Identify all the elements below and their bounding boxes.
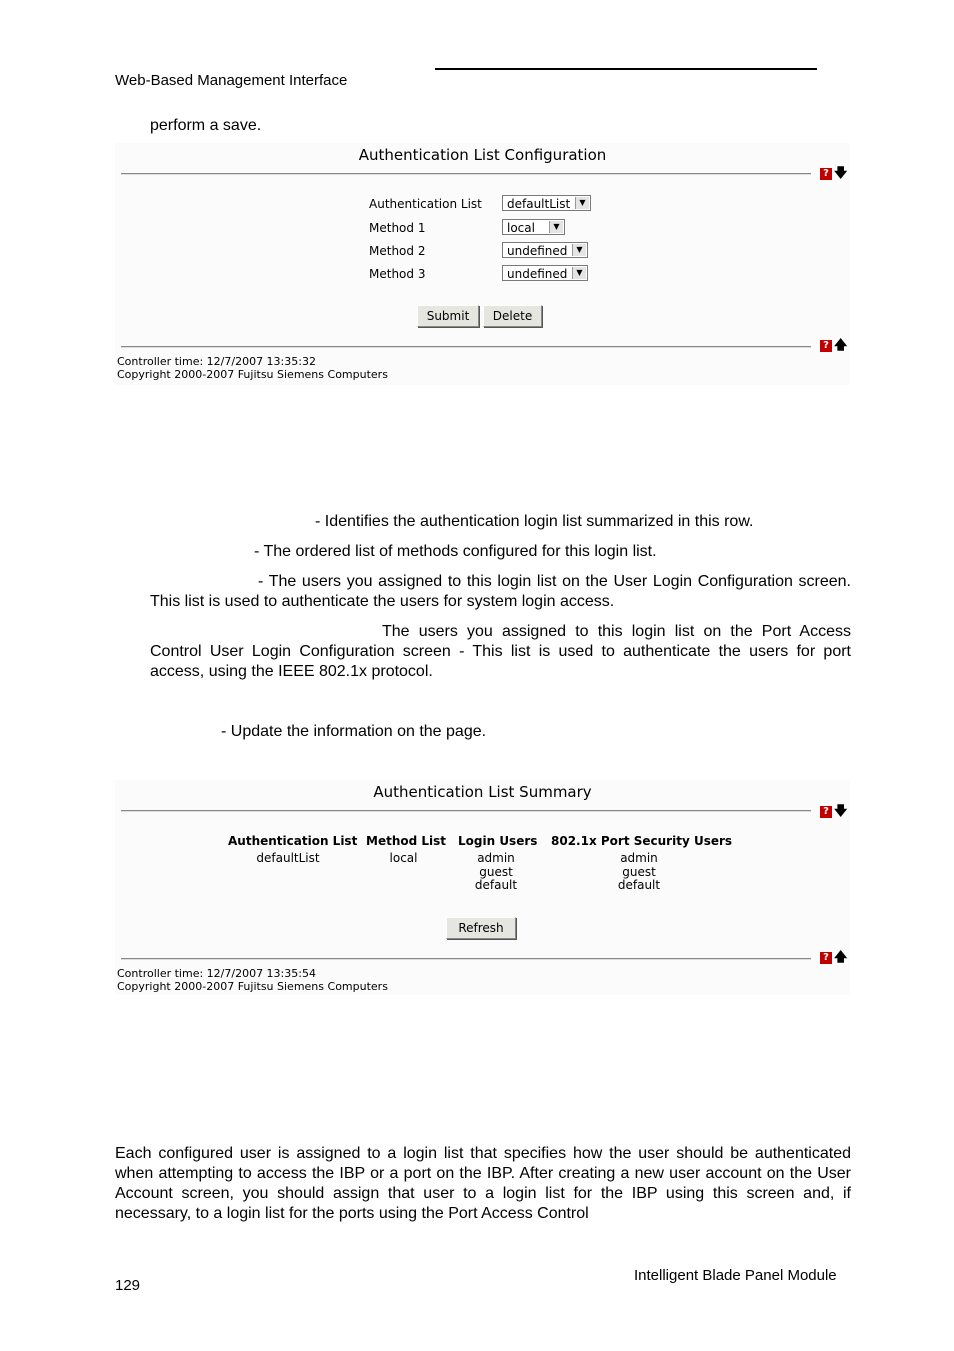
product-name: Intelligent Blade Panel Module — [634, 1267, 837, 1284]
help-icon[interactable]: ? — [820, 952, 832, 964]
summary-screen-title: Authentication List Summary — [373, 783, 592, 801]
arrow-up-icon[interactable]: 🡅 — [834, 338, 848, 353]
chevron-down-icon: ▼ — [549, 221, 563, 233]
method-3-select[interactable] — [502, 265, 588, 281]
summary-screen — [115, 780, 850, 995]
login-user: guest — [479, 864, 513, 879]
help-icon[interactable]: ? — [820, 168, 832, 180]
desc-method-list: - The ordered list of methods configured for this login list. — [254, 543, 657, 560]
chevron-down-icon: ▼ — [572, 244, 586, 256]
running-header: Web-Based Management Interface — [115, 72, 348, 89]
arrow-down-icon[interactable]: 🡇 — [834, 166, 848, 181]
desc-auth-list: - Identifies the authentication login list summarized in this row. — [315, 513, 754, 530]
method-3-label: Method 3 — [369, 267, 426, 281]
desc-login-users: - The users you assigned to this login list on the User Login Configuration screen. This list is used to authenticate the users for system login access. — [150, 573, 851, 610]
help-icon[interactable]: ? — [820, 340, 832, 352]
chevron-down-icon: ▼ — [575, 197, 589, 209]
auth-list-label: Authentication List — [369, 197, 482, 211]
help-icon[interactable]: ? — [820, 806, 832, 818]
desc-port-users: The users you assigned to this login list on the Port Access Control User Login Configuration screen - This list is used to authenticate the users for port access, using the IEEE 802.1x protocol. — [150, 623, 851, 680]
copyright: Copyright 2000-2007 Fujitsu Siemens Computers — [117, 368, 388, 381]
controller-time: Controller time: 12/7/2007 13:35:54 — [117, 967, 316, 980]
col-auth-list: Authentication List — [228, 834, 358, 848]
login-user: admin — [477, 851, 515, 865]
body-paragraph: Each configured user is assigned to a login list that specifies how the user should be authenticated when attempting to access the IBP or a port on the IBP. After creating a new user account on the User Account screen, you should assign that user to a login list for the IBP using this screen and, if necessary, to a login list for the ports using the Port Access Control — [115, 1145, 851, 1222]
cell-port-users — [551, 852, 727, 893]
arrow-down-icon[interactable]: 🡇 — [834, 804, 848, 819]
summary-bottom-rule — [121, 958, 811, 960]
login-user: default — [474, 878, 518, 892]
method-3-value: undefined — [507, 267, 568, 281]
method-1-label: Method 1 — [369, 221, 426, 235]
arrow-up-icon[interactable]: 🡅 — [834, 950, 848, 965]
cell-method-list: local — [389, 851, 418, 865]
desc-refresh: - Update the information on the page. — [221, 723, 487, 740]
method-1-select[interactable] — [502, 219, 565, 235]
method-1-value: local — [507, 221, 535, 235]
method-2-select[interactable] — [502, 242, 588, 258]
method-2-value: undefined — [507, 244, 568, 258]
delete-button[interactable]: Delete — [483, 305, 542, 327]
copyright: Copyright 2000-2007 Fujitsu Siemens Computers — [117, 980, 388, 993]
port-user: default — [617, 878, 661, 892]
col-method-list: Method List — [366, 834, 447, 848]
port-user: admin — [620, 851, 658, 865]
chevron-down-icon: ▼ — [572, 267, 586, 279]
cell-auth-list: defaultList — [256, 851, 320, 865]
summary-top-rule — [121, 810, 811, 812]
config-screen — [115, 143, 850, 385]
intro-text: perform a save. — [150, 117, 262, 134]
refresh-button[interactable]: Refresh — [446, 917, 516, 939]
page-number: 129 — [115, 1277, 141, 1294]
cell-login-users — [458, 852, 534, 893]
header-rule — [435, 68, 817, 70]
auth-list-select[interactable] — [502, 195, 591, 211]
method-2-label: Method 2 — [369, 244, 426, 258]
submit-button[interactable]: Submit — [417, 305, 479, 327]
config-bottom-rule — [121, 346, 811, 348]
auth-list-value: defaultList — [507, 197, 571, 211]
port-user: guest — [622, 864, 656, 879]
col-login-users: Login Users — [458, 834, 538, 848]
config-screen-title: Authentication List Configuration — [358, 146, 607, 164]
config-top-rule — [121, 173, 811, 175]
col-port-users: 802.1x Port Security Users — [551, 834, 733, 848]
controller-time: Controller time: 12/7/2007 13:35:32 — [117, 355, 316, 368]
